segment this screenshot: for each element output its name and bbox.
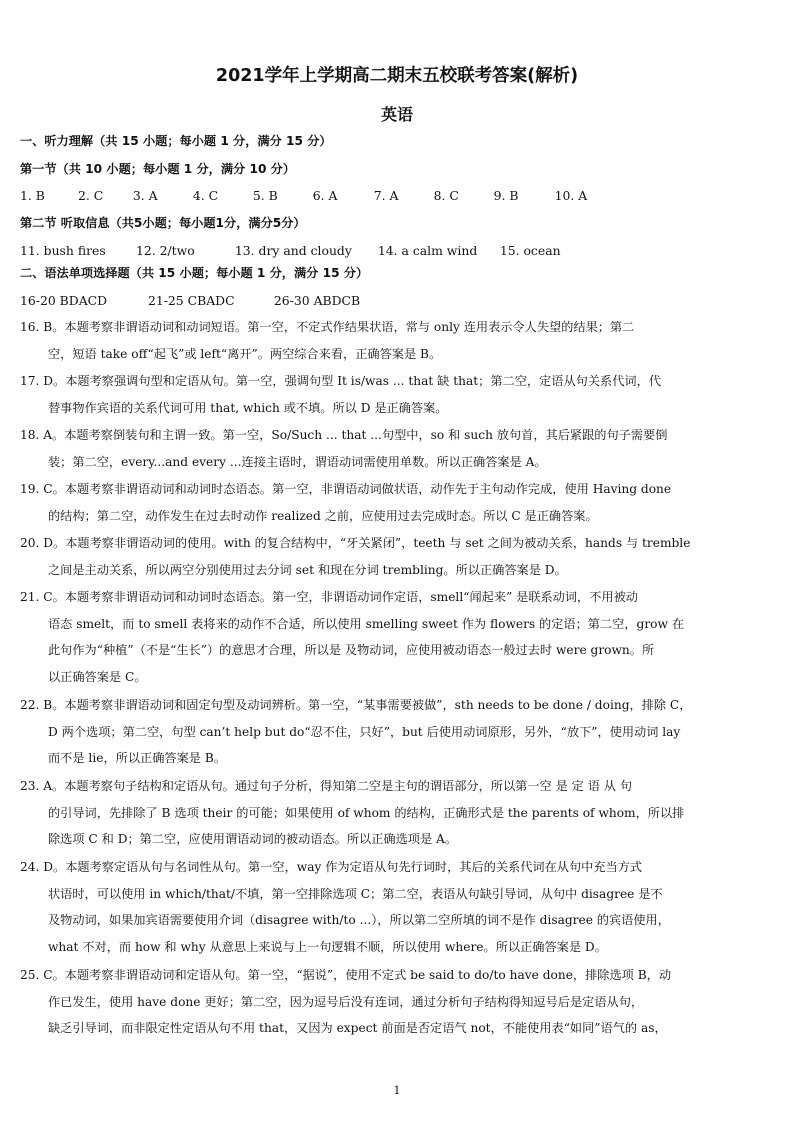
answer-item: 16-20 BDACD (20, 293, 108, 308)
part2-heading: 第二节 听取信息（共5小题；每小题1分，满分5分） (20, 216, 306, 230)
part1-answers (20, 188, 615, 204)
answer-item: 9. B (493, 188, 519, 203)
explanation-line: 20. D。本题考察非谓语动词的使用。with 的复合结构中，“牙关紧闭”，teeth 与 set 之间为被动关系，hands 与 tremble (20, 536, 691, 550)
explanation-line: 21. C。本题考察非谓语动词和动词时态语态。第一空，非谓语动词作定语，smell“闻起来” 是联系动词，不用被动 (20, 590, 638, 604)
explanation-21 (20, 584, 758, 690)
answer-item: 26-30 ABDCB (273, 293, 361, 308)
answer-item: 11. bush fires (20, 243, 106, 258)
part2-answers (20, 243, 580, 259)
explanation-line: 而不是 lie，所以正确答案是 B。 (48, 751, 226, 766)
explanation-16 (20, 314, 758, 367)
explanation-line: 此句作为“种植”（不是“生长”）的意思才合理，所以是 及物动词，应使用被动语态一般过去时 were grown。所 (48, 643, 655, 658)
answer-item: 13. dry and cloudy (234, 243, 352, 258)
explanation-22 (20, 692, 758, 772)
answer-item: 4. C (192, 188, 219, 203)
explanation-20 (20, 530, 758, 583)
explanation-line: 18. A。本题考察倒装句和主谓一致。第一空，So/Such ... that ...句型中，so 和 such 放句首，其后紧跟的句子需要倒 (20, 428, 668, 442)
answer-item: 1. B (20, 188, 45, 203)
answer-item: 7. A (373, 188, 399, 203)
explanation-line: what 不对，而 how 和 why 从意思上来说与上一句逻辑不顺，所以使用 where。所以正确答案是 D。 (48, 939, 607, 954)
answer-item: 8. C (433, 188, 459, 203)
explanation-line: 的引导词，先排除了 B 选项 their 的可能；如果使用 of whom 的结构，正确形式是 the parents of whom，所以排 (48, 805, 685, 820)
explanation-line: 24. D。本题考察定语从句与名词性从句。第一空，way 作为定语从句先行词时，其后的关系代词在从句中充当方式 (20, 860, 643, 874)
explanation-line: 及物动词，如果加宾语需要使用介词（disagree with/to ...），所以第二空所填的词不是作 disagree 的宾语使用， (48, 913, 670, 928)
explanation-line: 作已发生，使用 have done 更好；第二空，因为逗号后没有连词，通过分析句子结构得知逗号后是定语从句， (48, 994, 644, 1009)
answer-item: 14. a calm wind (377, 243, 478, 258)
explanation-line: 装；第二空，every...and every ...连接主语时，谓语动词需使用单数。所以正确答案是 A。 (48, 454, 547, 469)
explanation-line: 状语时，可以使用 in which/that/不填，第一空排除选项 C；第二空，表语从句缺引导词，从句中 disagree 是不 (48, 886, 663, 901)
explanation-line: 16. B。本题考察非谓语动词和动词短语。第一空，不定式作结果状语，常与 only 连用表示令人失望的结果；第二 (20, 320, 635, 334)
explanation-line: 以正确答案是 C。 (48, 669, 147, 684)
explanation-line: 之间是主动关系，所以两空分别使用过去分词 set 和现在分词 trembling。所以正确答案是 D。 (48, 562, 567, 577)
subject-heading: 英语 (380, 105, 413, 124)
page-title: 2021学年上学期高二期末五校联考答案(解析) (215, 66, 579, 86)
explanation-19 (20, 476, 758, 529)
explanation-line: 缺乏引导词，而非限定性定语从句不用 that，又因为 expect 前面是否定语气 not，不能使用表“如同”语气的 as， (48, 1021, 667, 1036)
explanation-line: 除选项 C 和 D；第二空，应使用谓语动词的被动语态。所以正确选项是 A。 (48, 832, 458, 847)
explanation-line: 25. C。本题考察非谓语动词和定语从句。第一空，“据说”，使用不定式 be said to do/to have done，排除选项 B，动 (20, 968, 672, 982)
page-number: 1 (393, 1084, 401, 1097)
answer-item: 12. 2/two (135, 243, 195, 258)
answer-item: 10. A (554, 188, 588, 203)
answer-item: 21-25 CBADC (147, 293, 235, 308)
explanation-24 (20, 854, 758, 960)
answer-item: 5. B (252, 188, 278, 203)
explanation-18 (20, 422, 758, 475)
explanation-25 (20, 962, 758, 1042)
explanation-line: D 两个选项；第二空，句型 can’t help but do“忍不住，只好”，but 后使用动词原形，另外，“放下”，使用动词 lay (48, 724, 681, 739)
explanation-line: 的结构；第二空，动作发生在过去时动作 realized 之前，应使用过去完成时态。所以 C 是正确答案。 (48, 508, 598, 523)
explanation-line: 空，短语 take off“起飞”或 left“离开”。两空综合来看，正确答案是 B。 (48, 346, 442, 361)
explanation-23 (20, 773, 758, 853)
part1-heading: 第一节（共 10 小题；每小题 1 分，满分 10 分） (20, 162, 296, 176)
section2-answers (20, 293, 384, 309)
explanation-line: 19. C。本题考察非谓语动词和动词时态语态。第一空，非谓语动词做状语，动作先于主句动作完成，使用 Having done (20, 482, 672, 496)
explanation-line: 17. D。本题考察强调句型和定语从句。第一空，强调句型 It is/was ... that 缺 that；第二空，定语从句关系代词，代 (20, 374, 661, 388)
answer-item: 2. C (77, 188, 104, 203)
explanation-line: 22. B。本题考察非谓语动词和固定句型及动词辨析。第一空，“某事需要被做”，sth needs to be done / doing，排除 C， (20, 698, 692, 712)
explanation-line: 语态 smelt，而 to smell 表将来的动作不合适，所以使用 smelling sweet 作为 flowers 的定语；第二空，grow 在 (48, 616, 685, 631)
explanation-line: 23. A。本题考察句子结构和定语从句。通过句子分析，得知第二空是主句的谓语部分，所以第一空 是 定 语 从 句 (20, 779, 633, 793)
explanation-line: 替事物作宾语的关系代词可用 that, which 或不填。所以 D 是正确答案。 (48, 400, 448, 415)
section1-heading: 一、听力理解（共 15 小题；每小题 1 分，满分 15 分） (20, 134, 332, 148)
answer-item: 3. A (132, 188, 158, 203)
answer-item: 15. ocean (499, 243, 561, 258)
explanation-17 (20, 368, 758, 421)
answer-item: 6. A (312, 188, 338, 203)
section2-heading: 二、语法单项选择题（共 15 小题；每小题 1 分，满分 15 分） (20, 266, 369, 280)
